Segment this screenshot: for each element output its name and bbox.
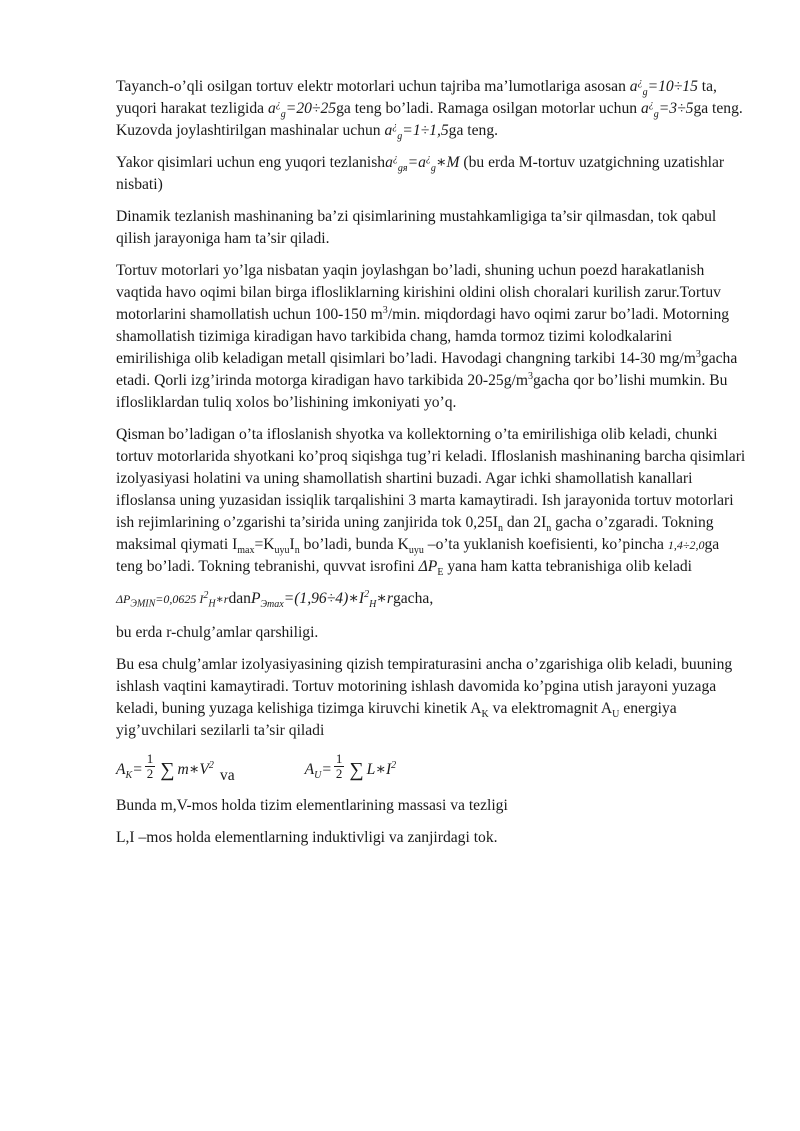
formula-a-g-1: $a^¿_g=10\div 15$ — [629, 76, 698, 99]
formula-delta-p: ΔP — [418, 558, 438, 575]
text-column — [116, 76, 746, 859]
formula-a-g-3: $a^¿_g=3\div 5$ — [640, 98, 694, 121]
paragraph-8: Bunda m,V-mos holda tizim elementlarining massasi va tezligi — [116, 797, 508, 814]
fraction-half-2: $\frac{1}{2}$ — [335, 751, 343, 781]
paragraph-9: L,I –mos holda elementlarning induktivligi va zanjirdagi tok. — [116, 829, 498, 846]
paragraph-6: bu erda r-chulg’amlar qarshiligi. — [116, 624, 319, 641]
formula-a-g-4: $a^¿_g=1\div 1,5$ — [384, 120, 449, 143]
formula-a-g-2: $a^¿_g=20\div 25$ — [268, 98, 337, 121]
paragraph-7: Bu esa chulg’amlar izolyasiyasining qizish tempiraturasini ancha o’zgarishiga olib keladi, buuning ishlash vaqtini kamaytiradi. Tortuv motorining ishlash davomida ko’pgina utish jarayoni yuzaga keladi, buning yuzaga kelishiga tizimga kiruvchi kinetik $A_K$ va elektromagnit $A_U$ energiya yig’uvchilari sezilarli ta’sir qiladi — [116, 656, 733, 739]
paragraph-2: Yakor qisimlari uchun eng yuqori $tezlanisha^¿_{gя}=a^¿_g∗M$ (bu erda M-tortuv uzatgichning uzatishlar nisbati) — [116, 152, 725, 193]
sigma-symbol: ∑ — [160, 759, 175, 781]
fraction-half-1: $\frac{1}{2}$ — [146, 751, 154, 781]
paragraph-1: Tayanch-o’qli osilgan tortuv elektr motorlari uchun tajriba ma’lumotlariga asosan $a^¿_g=10\div 15$ ta, yuqori harakat tezligida $a^¿_g=20\div 25ga$ teng bo’ladi. Ramaga osilgan motorlar uchun $a^¿_g=3\div 5ga$ teng. Kuzovda joylashtirilgan mashinalar uchun $a^¿_g=1\div 1,5ga$ teng. — [116, 76, 743, 143]
sigma-symbol-2: ∑ — [349, 759, 364, 781]
formula-overload-range: 1,4÷2,0 — [667, 538, 705, 552]
paragraph-5: Qisman bo’ladigan o’ta ifloslanish shyotka va kollektorning o’ta emirilishiga olib keladi, chunki tortuv motorlarida shyotkani ko’proq siqishga tug’ri keladi. Ifloslanish mashinaning barcha qisimlari izolyasiyasi holatini va uning shamollatish shartini buzadi. Agar ichki shamollatish kanallari ifloslansa uning yuzasidan issiqlik tarqalishini 3 marta kamaytiradi. Ish jarayonida tortuv motorlari ish rejimlarining o’zgarishi ta’sirida uning zanjirida tok $0,25I_n$ dan $2I_n$ gacha o’zgaradi. Tokning maksimal qiymati $I_{max}=K_{uyu}I_n$ bo’ladi, bunda $K_{uyu}$ –o’ta yuklanish koefisienti, ko’pincha 1,4÷2,0ga teng bo’ladi. Tokning tebranishi, quvvat isrofini $\Delta P_E$ yana ham katta tebranishiga olib keladi — [116, 426, 746, 579]
formula-energy: $A_K=$ $\frac{1}{2}$ ∑ $m∗V^2$ va $A_U=$ $\frac{1}{2}$ ∑ $L∗I^2$ — [116, 751, 397, 784]
formula-max-acceleration: $a^¿_{gя}=a^¿_g∗M$ — [385, 152, 460, 175]
formula-power-loss: $\Delta P_{ЭMIN}=0,0625$ $I^2_H∗r$ dan $P_{Эmax}=(1,96\div 4)∗I^2_H∗r$ gacha, — [116, 588, 434, 611]
paragraph-4: Tortuv motorlari yo’lga nisbatan yaqin joylashgan bo’ladi, shuning uchun poezd harakatlanish vaqtida havo oqimi bilan birga iflosliklarning kirishini oldini olish choralari kurilish zarur.Tortuv motorlarini shamollatish uchun 100-150 $m^3/\min$. miqdordagi havo oqimi zarur bo’ladi. Motorning shamollatish tizimiga kiradigan havo tarkibida chang, hamda tormoz tizimi kolodkalarini emirilishiga olib keladigan metall qisimlari bo’ladi. Havodagi changning tarkibi 14-30 $mg/m^3gacha$ etadi. Qorli izg’irinda motorga kiradigan havo tarkibida $20-25g/m^3gacha$ qor bo’lishi mumkin. Bu iflosliklardan tuliq xolos bo’lishining imkoniyati yo’q. — [116, 262, 738, 411]
paragraph-3: Dinamik tezlanish mashinaning ba’zi qisimlarining mustahkamligiga ta’sir qilmasdan, tok qabul qilish jarayoniga ham ta’sir qiladi. — [116, 208, 717, 247]
